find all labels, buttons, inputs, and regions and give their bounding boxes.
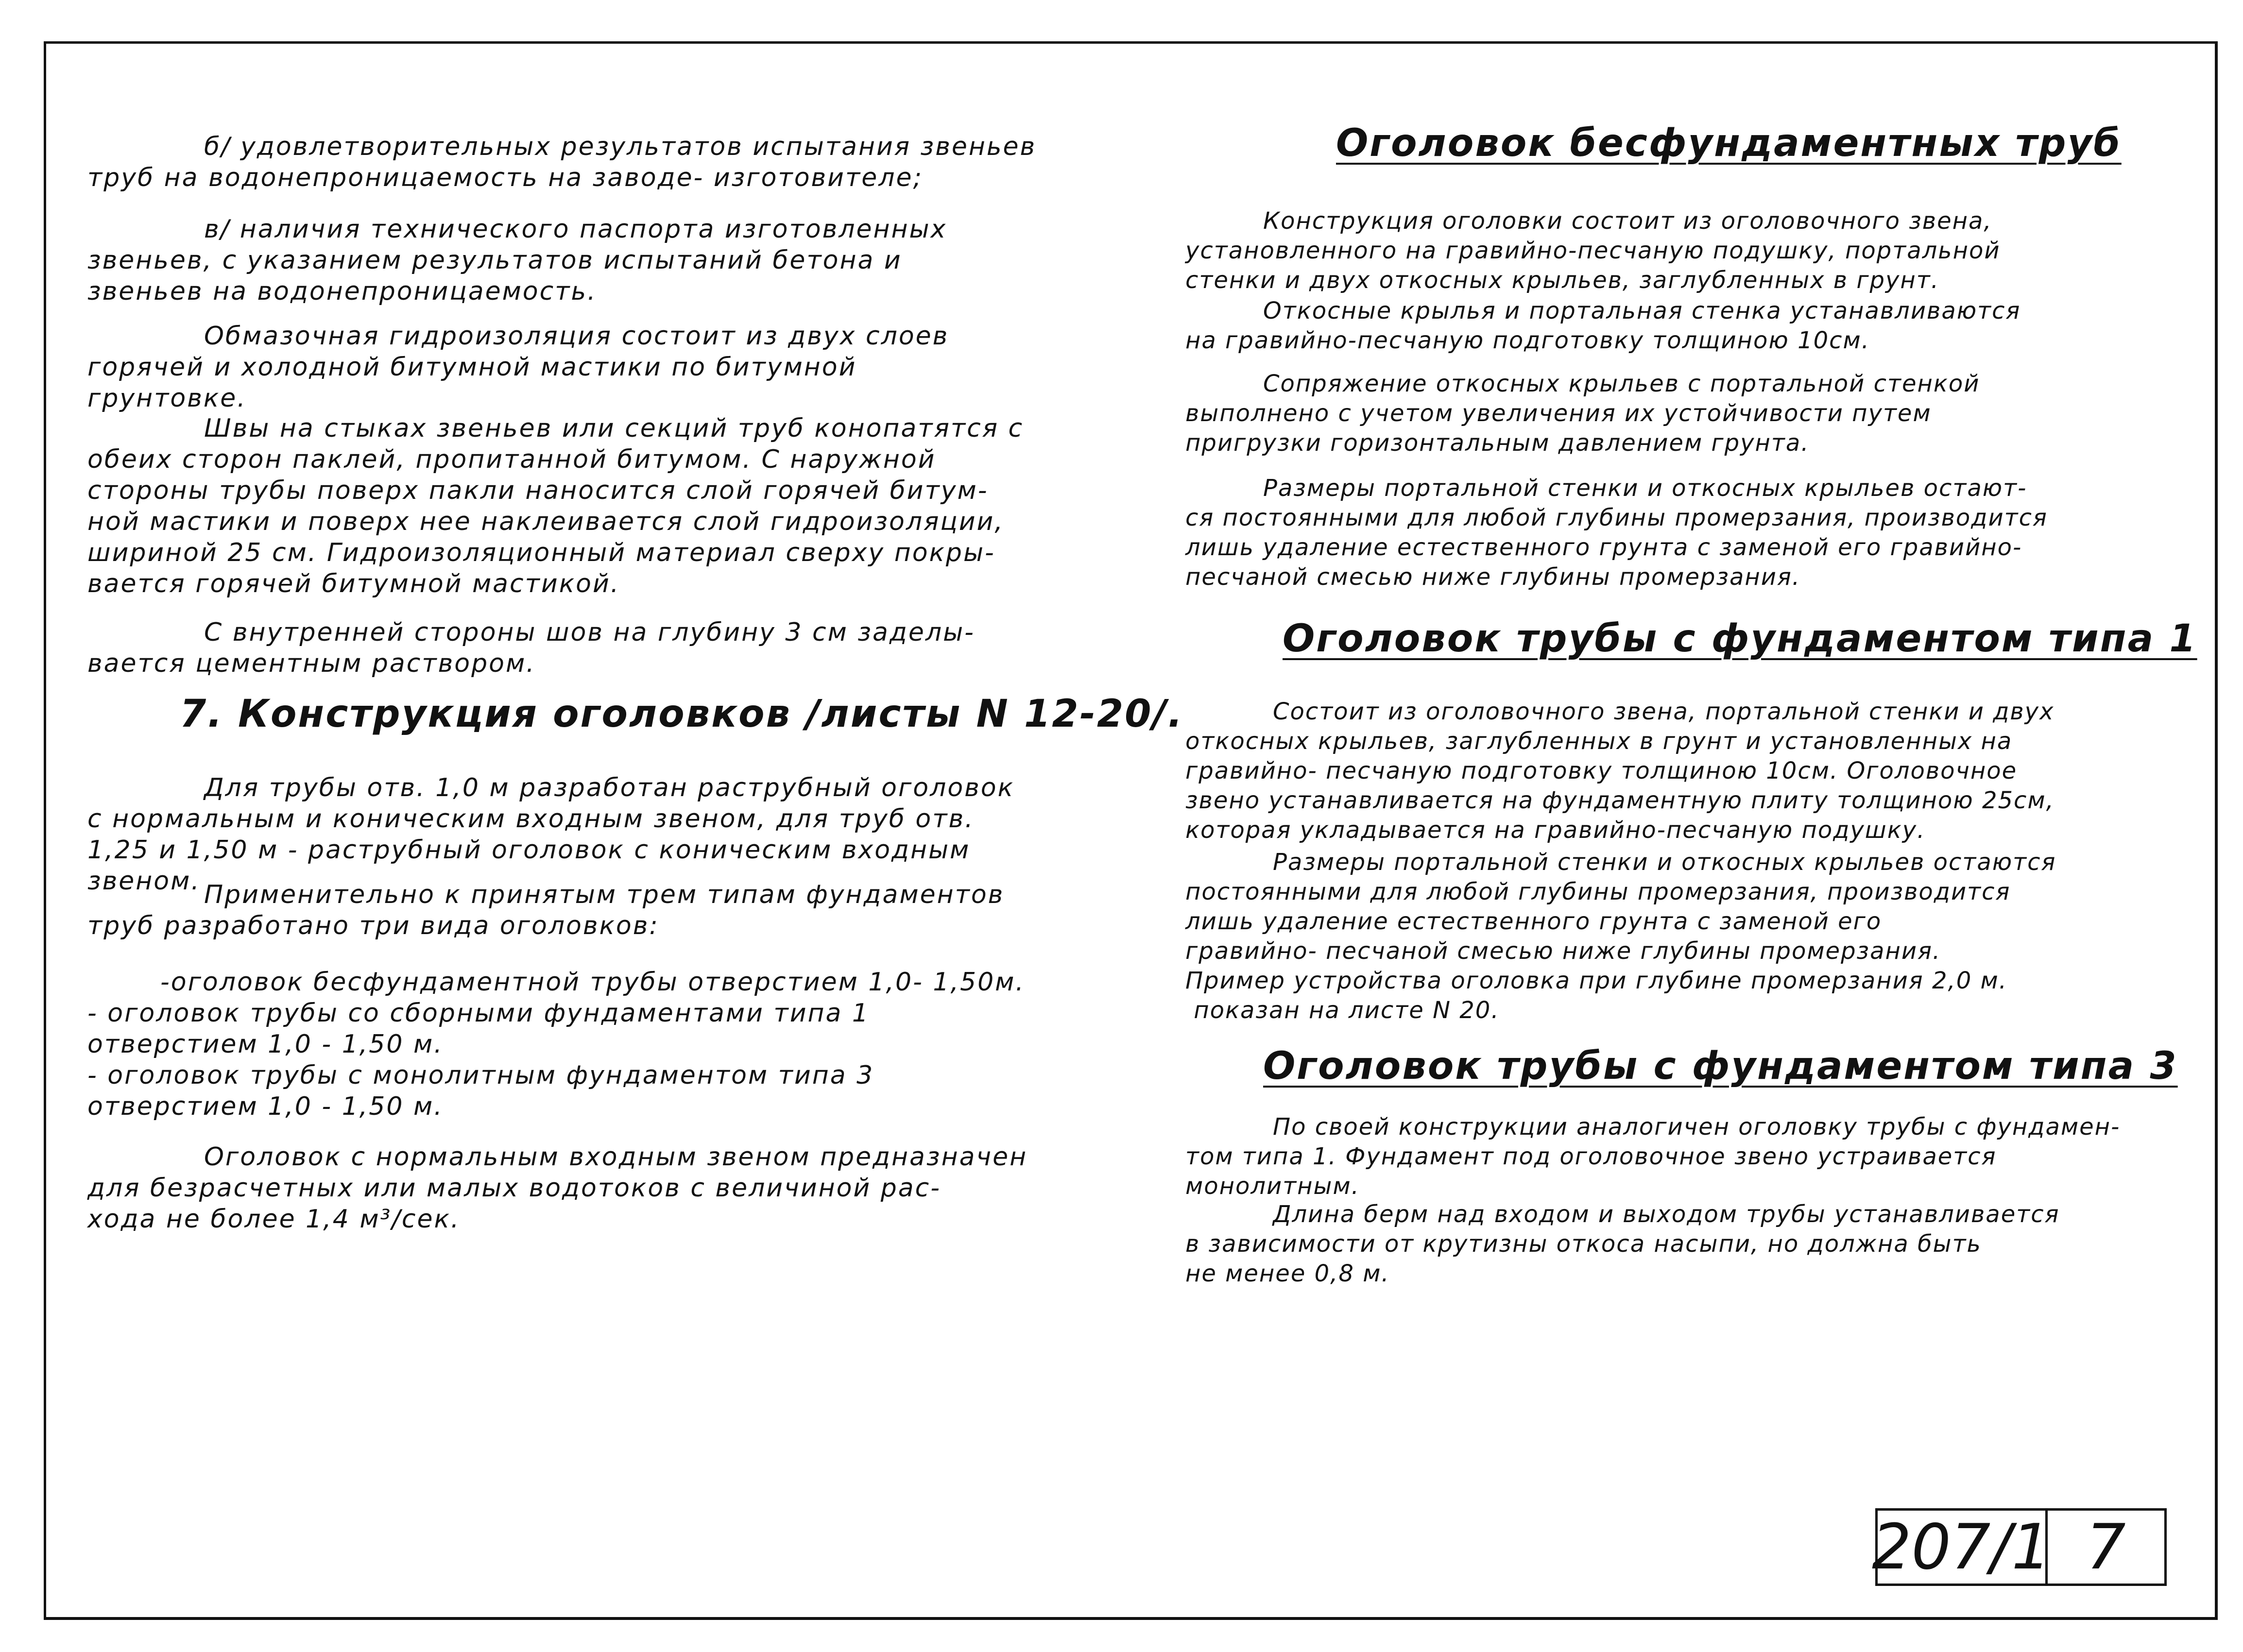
paragraph-b: б/ удовлетворительных результатов испытания звеньев труб на водонепроницаемость на заводе- изготовителе; [87, 132, 1037, 192]
heading-unfounded-pipes: Оголовок бесфундаментных труб [1336, 121, 2122, 165]
heading-type1: Оголовок трубы с фундаментом типа 1 [1283, 617, 2197, 661]
stamp-page-number: 7 [2086, 1511, 2126, 1584]
paragraph-inner-joint: С внутренней стороны шов на глубину 3 см заделы- вается цементным раствором. [87, 618, 975, 678]
sec1-dimensions: Размеры портальной стенки и откосных крыльев остают- ся постоянными для любой глубины промерзания, производится лишь удаление естественного грунта с заменой его гравийно- песчаной смесью ниже глубины промерзания. [1185, 475, 2048, 591]
head-types-list: -оголовок бесфундаментной трубы отверстием 1,0- 1,50м. - оголовок трубы со сборными фундаментами типа 1 отверстием 1,0 - 1,50 м. - оголовок трубы с монолитным фундаментом типа 3 отверстием 1,0 - 1,50 м. [87, 968, 1025, 1121]
heading-type3: Оголовок трубы с фундаментом типа 3 [1263, 1044, 2178, 1088]
paragraph-waterproofing: Обмазочная гидроизоляция состоит из двух слоев горячей и холодной битумной мастики по битумной грунтовке. [87, 322, 949, 413]
sec3-berms: Длина берм над входом и выходом трубы устанавливается в зависимости от крутизны откоса насыпи, но должна быть не менее 0,8 м. [1185, 1201, 2060, 1287]
paragraph-normal-entry: Оголовок с нормальным входным звеном предназначен для безрасчетных или малых водотоков с величиной рас- хода не более 1,4 м³/сек. [87, 1142, 1028, 1234]
paragraph-joints: Швы на стыках звеньев или секций труб конопатятся с обеих сторон паклей, пропитанной битумом. С наружной стороны трубы поверх пакли наносится слой горячей битум- ной мастики и поверх нее наклеивается слой гидроизоляции, шириной 25 см. Гидроизоляционный материал сверху покры- вается горячей битумной мастикой. [87, 414, 1024, 598]
sec2-composition: Состоит из оголовочного звена, портальной стенки и двух откосных крыльев, заглубленных в грунт и установленных на гравийно- песчаную подготовку толщиною 10см. Оголовочное звено устанавливается на фундаментную плиту толщиною 25см, которая укладывается на гравийно-песчаную подушку. [1185, 698, 2055, 844]
sec1-construction: Конструкция оголовки состоит из оголовочного звена, установленного на гравийно-песчаную подушку, портальной стенки и двух откосных крыльев, заглубленных в грунт. [1185, 207, 2001, 294]
stamp-code: 207/1 [1872, 1511, 2051, 1584]
sec1-wings: Откосные крылья и портальная стенка устанавливаются на гравийно-песчаную подготовку толщиною 10см. [1185, 297, 2021, 354]
sec2-dimensions: Размеры портальной стенки и откосных крыльев остаются постоянными для любой глубины промерзания, производится лишь удаление естественного грунта с заменой его гравийно- песчаной смесью ниже глубины промерзания. Пример устройства оголовка при глубине промерзания 2,0 м. показан на листе N 20. [1185, 849, 2056, 1024]
paragraph-v: в/ наличия технического паспорта изготовленных звеньев, с указанием результатов испытаний бетона и звеньев на водонепроницаемость. [87, 215, 947, 306]
paragraph-pipe-heads: Для трубы отв. 1,0 м разработан раструбный оголовок с нормальным и коническим входным звеном, для труб отв. 1,25 и 1,50 м - раструбный оголовок с коническим входным звеном. [87, 773, 1015, 896]
sheet-stamp [1872, 1508, 2167, 1586]
section-title: 7. Конструкция оголовков /листы N 12-20/. [180, 692, 1184, 736]
paragraph-types: Применительно к принятым трем типам фундаментов труб разработано три вида оголовков: [87, 880, 1005, 940]
sec1-coupling: Сопряжение откосных крыльев с портальной стенкой выполнено с учетом увеличения их устойчивости путем пригрузки горизонтальным давлением грунта. [1185, 370, 1980, 457]
sec3-analog: По своей конструкции аналогичен оголовку трубы с фундамен- том типа 1. Фундамент под оголовочное звено устраивается монолитным. [1185, 1113, 2121, 1200]
